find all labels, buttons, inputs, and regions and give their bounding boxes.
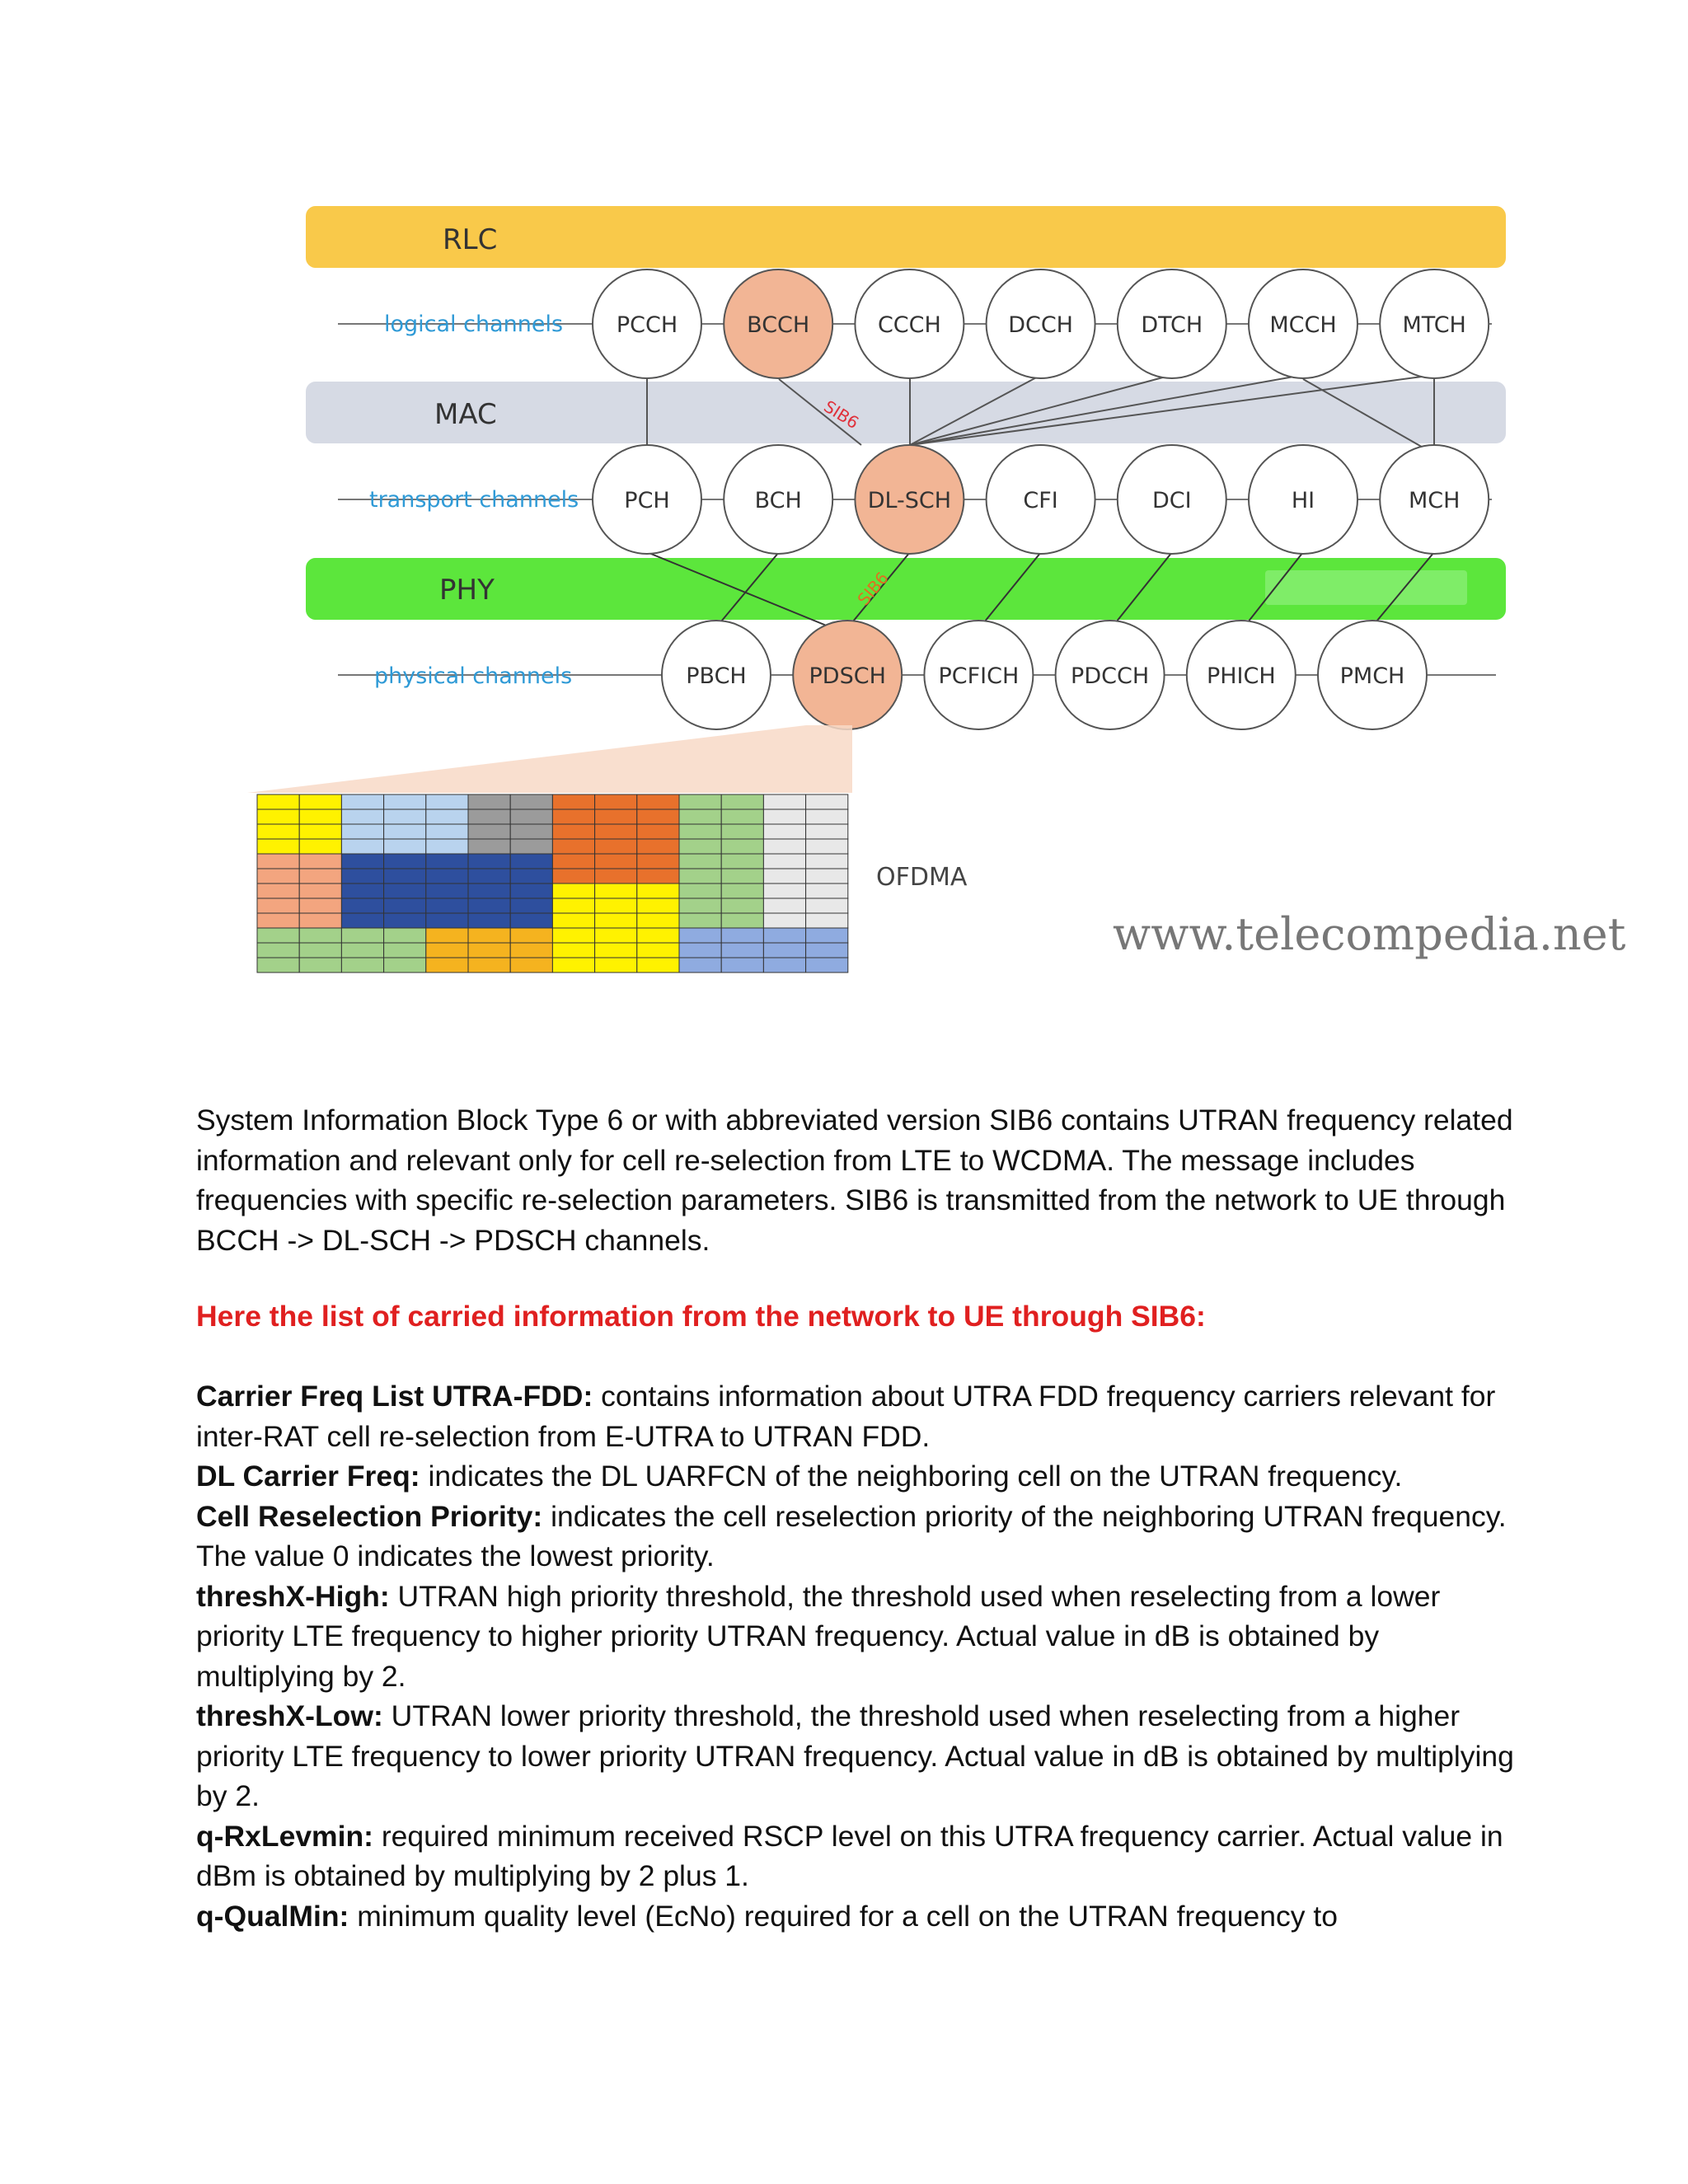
resource-element <box>384 839 426 854</box>
resource-element <box>341 913 383 928</box>
resource-element <box>299 794 341 809</box>
phy-watermark-box <box>1265 570 1467 605</box>
logical-label-bcch: BCCH <box>747 312 810 338</box>
resource-element <box>679 943 721 958</box>
intro-paragraph <box>196 1100 1515 1260</box>
resource-element <box>341 958 383 972</box>
resource-element <box>426 824 468 839</box>
resource-element <box>806 883 848 898</box>
resource-element <box>510 928 552 943</box>
resource-element <box>763 809 805 824</box>
resource-element <box>426 913 468 928</box>
resource-element <box>299 824 341 839</box>
resource-element <box>384 898 426 913</box>
resource-element <box>763 794 805 809</box>
resource-element <box>806 854 848 869</box>
resource-element <box>552 943 594 958</box>
resource-element <box>299 898 341 913</box>
resource-element <box>510 794 552 809</box>
resource-element <box>257 883 299 898</box>
resource-element <box>679 958 721 972</box>
resource-element <box>341 869 383 883</box>
resource-element <box>341 824 383 839</box>
resource-element <box>426 854 468 869</box>
resource-element <box>806 794 848 809</box>
resource-element <box>806 839 848 854</box>
resource-element <box>637 913 679 928</box>
resource-element <box>384 943 426 958</box>
item-desc: required minimum received RSCP level on this UTRA frequency carrier. Actual value in dBm is obtained by multiplying by 2 plus 1. <box>196 1819 1503 1892</box>
resource-element <box>552 958 594 972</box>
physical-label-pdcch: PDCCH <box>1071 663 1150 689</box>
physical-channels-label: physical channels <box>374 663 573 689</box>
list-item <box>196 1497 1515 1577</box>
resource-element <box>510 913 552 928</box>
transport-label-dci: DCI <box>1151 488 1192 513</box>
resource-element <box>426 794 468 809</box>
list-item <box>196 1376 1515 1456</box>
resource-element <box>299 854 341 869</box>
item-desc: indicates the cell reselection priority of the neighboring UTRAN frequency. The value 0 indicates the lowest priority. <box>196 1499 1507 1572</box>
resource-element <box>552 898 594 913</box>
resource-element <box>721 854 763 869</box>
resource-element <box>763 898 805 913</box>
resource-element <box>384 824 426 839</box>
resource-element <box>299 809 341 824</box>
transport-label-mch: MCH <box>1408 488 1461 513</box>
item-desc: UTRAN high priority threshold, the threshold used when reselecting from a lower priority LTE frequency to higher priority UTRAN frequency. Actual value in dB is obtained by multiplying by 2. <box>196 1579 1441 1693</box>
resource-element <box>806 958 848 972</box>
resource-element <box>721 809 763 824</box>
resource-element <box>637 943 679 958</box>
list-heading: Here the list of carried information from the network to UE through SIB6: <box>196 1300 1206 1333</box>
resource-element <box>257 809 299 824</box>
resource-element <box>384 854 426 869</box>
item-term: Carrier Freq List UTRA-FDD: <box>196 1380 593 1413</box>
resource-element <box>806 928 848 943</box>
resource-element <box>426 958 468 972</box>
resource-element <box>257 913 299 928</box>
resource-element <box>763 928 805 943</box>
resource-element <box>384 794 426 809</box>
resource-element <box>679 809 721 824</box>
resource-element <box>806 809 848 824</box>
resource-element <box>679 928 721 943</box>
resource-element <box>426 883 468 898</box>
resource-element <box>257 839 299 854</box>
resource-element <box>341 898 383 913</box>
list-item <box>196 1896 1515 1937</box>
resource-element <box>341 854 383 869</box>
resource-element <box>468 883 510 898</box>
resource-element <box>426 809 468 824</box>
resource-element <box>595 854 637 869</box>
resource-element <box>468 809 510 824</box>
resource-element <box>510 898 552 913</box>
resource-element <box>679 839 721 854</box>
resource-element <box>721 794 763 809</box>
item-desc: UTRAN lower priority threshold, the threshold used when reselecting from a higher priority LTE frequency to lower priority UTRAN frequency. Actual value in dB is obtained by multiplying by 2. <box>196 1699 1514 1812</box>
physical-label-pbch: PBCH <box>686 663 747 689</box>
resource-element <box>763 958 805 972</box>
resource-element <box>426 943 468 958</box>
transport-label-cfi: CFI <box>1023 488 1058 513</box>
resource-element <box>257 928 299 943</box>
telecompedia-watermark: www.telecompedia.net <box>1113 908 1626 960</box>
resource-element <box>721 913 763 928</box>
resource-element <box>384 958 426 972</box>
resource-element <box>341 839 383 854</box>
resource-element <box>468 958 510 972</box>
resource-element <box>806 943 848 958</box>
resource-element <box>806 913 848 928</box>
resource-element <box>341 928 383 943</box>
resource-element <box>468 794 510 809</box>
resource-element <box>595 869 637 883</box>
physical-label-pmch: PMCH <box>1339 663 1405 689</box>
resource-element <box>721 839 763 854</box>
resource-element <box>552 854 594 869</box>
resource-element <box>426 928 468 943</box>
resource-element <box>257 958 299 972</box>
resource-element <box>679 824 721 839</box>
resource-element <box>341 943 383 958</box>
resource-element <box>468 898 510 913</box>
resource-element <box>679 883 721 898</box>
resource-element <box>510 883 552 898</box>
resource-element <box>763 913 805 928</box>
resource-element <box>637 854 679 869</box>
resource-element <box>679 794 721 809</box>
resource-element <box>806 869 848 883</box>
list-item <box>196 1577 1515 1697</box>
logical-label-mtch: MTCH <box>1402 312 1466 338</box>
resource-element <box>257 898 299 913</box>
resource-element <box>299 928 341 943</box>
logical-label-mcch: MCCH <box>1269 312 1337 338</box>
logical-label-ccch: CCCH <box>877 312 941 338</box>
resource-element <box>637 839 679 854</box>
resource-element <box>384 883 426 898</box>
logical-label-dcch: DCCH <box>1008 312 1074 338</box>
mac-label: MAC <box>434 398 497 431</box>
item-term: threshX-High: <box>196 1579 390 1613</box>
resource-element <box>510 809 552 824</box>
resource-element <box>552 869 594 883</box>
item-desc: indicates the DL UARFCN of the neighboring cell on the UTRAN frequency. <box>420 1460 1403 1493</box>
resource-element <box>510 958 552 972</box>
pdsch-zoom-wedge <box>247 725 852 793</box>
resource-element <box>595 943 637 958</box>
resource-element <box>510 854 552 869</box>
resource-element <box>299 958 341 972</box>
item-term: q-QualMin: <box>196 1899 349 1933</box>
resource-element <box>679 869 721 883</box>
parameter-list <box>196 1376 1515 1936</box>
resource-element <box>552 824 594 839</box>
resource-element <box>510 943 552 958</box>
transport-channel-row <box>593 445 1489 554</box>
resource-element <box>299 839 341 854</box>
resource-element <box>552 794 594 809</box>
phy-label: PHY <box>439 574 495 607</box>
resource-element <box>257 794 299 809</box>
transport-label-dl-sch: DL-SCH <box>867 488 952 513</box>
resource-element <box>468 839 510 854</box>
item-desc: contains information about UTRA FDD frequency carriers relevant for inter-RAT cell re-selection from E-UTRA to UTRAN FDD. <box>196 1380 1496 1453</box>
sib-tag-phy: SIB6 <box>853 568 893 610</box>
resource-element <box>299 883 341 898</box>
resource-element <box>552 913 594 928</box>
resource-element <box>763 869 805 883</box>
resource-element <box>468 824 510 839</box>
item-term: threshX-Low: <box>196 1699 383 1732</box>
resource-element <box>595 839 637 854</box>
transport-channels-label: transport channels <box>369 487 579 513</box>
physical-label-phich: PHICH <box>1206 663 1276 689</box>
resource-element <box>721 898 763 913</box>
transport-label-bch: BCH <box>754 488 802 513</box>
resource-element <box>763 854 805 869</box>
resource-element <box>595 898 637 913</box>
resource-element <box>595 883 637 898</box>
resource-element <box>510 869 552 883</box>
resource-element <box>679 898 721 913</box>
resource-element <box>468 854 510 869</box>
resource-element <box>257 854 299 869</box>
resource-element <box>299 943 341 958</box>
resource-element <box>595 913 637 928</box>
resource-element <box>595 809 637 824</box>
resource-element <box>637 883 679 898</box>
transport-label-pch: PCH <box>624 488 670 513</box>
resource-element <box>426 869 468 883</box>
resource-element <box>595 958 637 972</box>
resource-element <box>299 913 341 928</box>
resource-element <box>510 824 552 839</box>
resource-element <box>721 958 763 972</box>
list-item <box>196 1456 1515 1497</box>
resource-element <box>637 809 679 824</box>
resource-element <box>552 839 594 854</box>
resource-element <box>595 824 637 839</box>
resource-element <box>763 824 805 839</box>
resource-element <box>257 943 299 958</box>
resource-element <box>257 869 299 883</box>
resource-element <box>806 898 848 913</box>
resource-element <box>637 898 679 913</box>
resource-element <box>468 869 510 883</box>
resource-element <box>299 869 341 883</box>
item-desc: minimum quality level (EcNo) required for a cell on the UTRAN frequency to <box>349 1899 1338 1933</box>
resource-element <box>341 794 383 809</box>
rlc-label: RLC <box>443 223 498 256</box>
resource-element <box>384 928 426 943</box>
resource-element <box>637 824 679 839</box>
resource-element <box>552 809 594 824</box>
resource-element <box>763 943 805 958</box>
resource-element <box>384 869 426 883</box>
resource-element <box>384 809 426 824</box>
resource-element <box>468 913 510 928</box>
logical-channel-row <box>593 269 1489 378</box>
resource-element <box>552 883 594 898</box>
resource-element <box>806 824 848 839</box>
resource-element <box>637 958 679 972</box>
item-term: q-RxLevmin: <box>196 1819 373 1853</box>
lte-channel-mapping-diagram <box>0 0 1688 1030</box>
list-item <box>196 1816 1515 1896</box>
resource-element <box>637 794 679 809</box>
resource-element <box>721 928 763 943</box>
logical-label-pcch: PCCH <box>616 312 678 338</box>
resource-element <box>468 943 510 958</box>
resource-element <box>552 928 594 943</box>
resource-element <box>679 854 721 869</box>
resource-element <box>426 839 468 854</box>
item-term: Cell Reselection Priority: <box>196 1499 543 1533</box>
resource-element <box>257 824 299 839</box>
transport-label-hi: HI <box>1291 488 1315 513</box>
resource-element <box>384 913 426 928</box>
resource-element <box>341 883 383 898</box>
resource-element <box>721 943 763 958</box>
resource-element <box>763 883 805 898</box>
resource-element <box>637 928 679 943</box>
list-item <box>196 1696 1515 1816</box>
resource-element <box>763 839 805 854</box>
resource-element <box>679 913 721 928</box>
ofdma-resource-grid <box>257 794 848 972</box>
ofdma-label: OFDMA <box>876 863 968 892</box>
resource-element <box>721 869 763 883</box>
resource-element <box>721 883 763 898</box>
intro-text: System Information Block Type 6 or with abbreviated version SIB6 contains UTRAN frequency related information and relevant only for cell re-selection from LTE to WCDMA. The message includes frequencies with specific re-selection parameters. SIB6 is transmitted from the network to UE through BCCH -> DL-SCH -> PDSCH channels. <box>196 1104 1513 1257</box>
resource-element <box>595 928 637 943</box>
resource-element <box>510 839 552 854</box>
resource-element <box>468 928 510 943</box>
resource-element <box>595 794 637 809</box>
physical-label-pdsch: PDSCH <box>809 663 886 689</box>
resource-element <box>426 898 468 913</box>
resource-element <box>341 809 383 824</box>
logical-label-dtch: DTCH <box>1141 312 1203 338</box>
physical-label-pcfich: PCFICH <box>938 663 1020 689</box>
item-term: DL Carrier Freq: <box>196 1460 420 1493</box>
logical-channels-label: logical channels <box>384 312 564 337</box>
resource-element <box>721 824 763 839</box>
resource-element <box>637 869 679 883</box>
sib-tag-mac: SIB6 <box>820 396 863 434</box>
